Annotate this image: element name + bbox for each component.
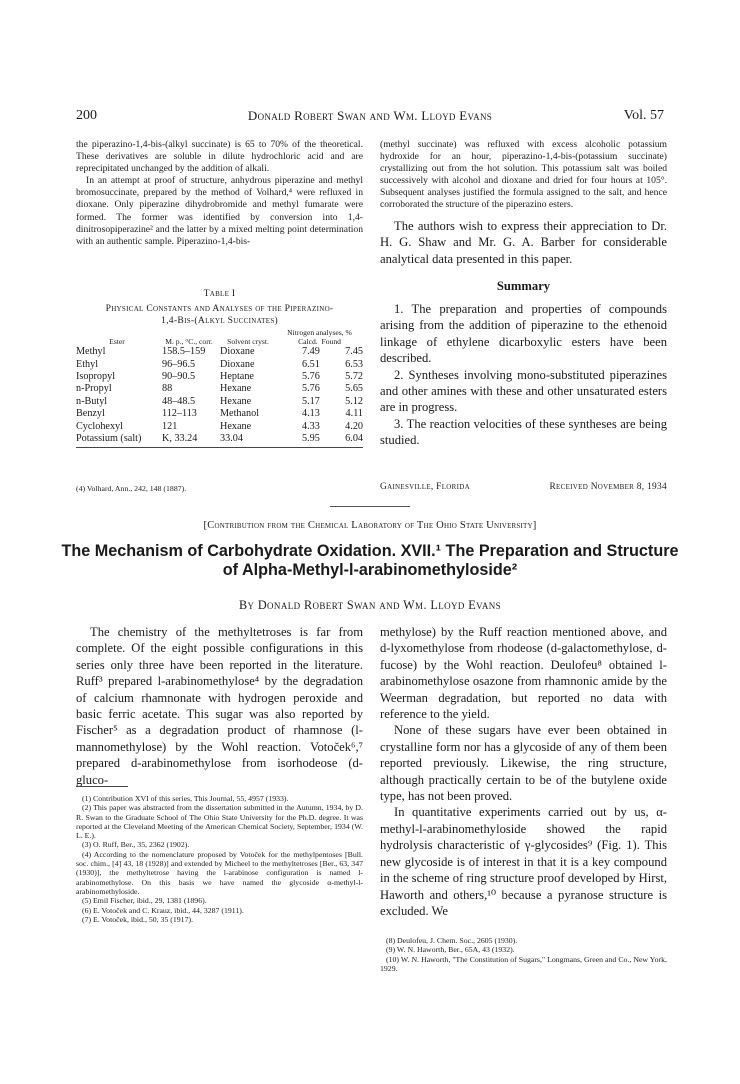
running-title: Donald Robert Swan and Wm. Lloyd Evans xyxy=(247,108,493,123)
table-cell-ester: n-Propyl xyxy=(76,383,112,395)
footnote: (3) O. Ruff, Ber., 35, 2362 (1902). xyxy=(82,840,190,850)
table-cell-ester: n-Butyl xyxy=(76,395,108,407)
table-cell-mp: 158.5–159 xyxy=(162,346,206,358)
table-cell-solvent: Hexane xyxy=(220,383,252,395)
table-cell-found: 5.12 xyxy=(345,395,363,407)
table-i xyxy=(76,288,363,448)
table-cell-ester: Methyl xyxy=(76,346,106,358)
article-divider xyxy=(330,506,410,507)
article-title: The Mechanism of Carbohydrate Oxidation. XVII.¹ The Preparation and Structure of Alpha-Methyl-l-arabinomethyloside² xyxy=(61,542,679,579)
article-left-text xyxy=(76,624,363,788)
constants-table xyxy=(76,329,363,445)
volume-label: Vol. 57 xyxy=(623,108,664,123)
footnote: (6) E. Votoček and C. Krauz, ibid., 44, 3287 (1911). xyxy=(82,905,244,915)
table-cell-solvent: Hexane xyxy=(220,395,252,407)
prev-article-right-text xyxy=(380,139,667,212)
footnote: (8) Deulofeu, J. Chem. Soc., 2605 (1930). xyxy=(386,936,518,945)
footnote-rule-left xyxy=(76,786,128,787)
table-row xyxy=(76,346,363,358)
footnote: (9) W. N. Haworth, Ber., 65A, 43 (1932). xyxy=(386,945,515,955)
paragraph: The chemistry of the methyltetroses is far from complete. Of the eight possible configurations in this series only three have been reported in the literature. Ruff³ prepared l-arabinomethylose⁴ by the degradation of calcium rhamnonate with hydrogen peroxide and basic ferric acetate. This sugar was also reported by Fischer⁵ as a degradation product of rhamnose (l-mannomethylose) by the Wohl reaction. Votoček⁶,⁷ prepared d-arabinomethylose from isorhodeose (d-gluco- xyxy=(76,625,363,787)
table-cell-mp: 121 xyxy=(162,420,178,432)
table-row xyxy=(76,359,363,371)
paragraph: methylose) by the Ruff reaction mentioned above, and d-lyxomethylose from rhodeose (d-galactomethylose, d-fucose) by the Wohl reaction. Deulofeu⁸ obtained l-arabinomethylose osazone from rhamnonic amide by the Weerman degradation, but reported no data with reference to the yield. xyxy=(380,625,667,722)
table-label: Table I xyxy=(203,288,236,299)
summary-item: 2. Syntheses involving mono-substituted piperazines and other amines with these and other unsaturated esters are in progress. xyxy=(380,367,667,415)
table-cell-calcd: 5.95 xyxy=(302,433,320,445)
table-cell-mp: K, 33.24 xyxy=(162,433,198,445)
paragraph: In an attempt at proof of structure, anhydrous piperazine and methyl bromosuccinate, prepared by the method of Volhard,⁴ were refluxed in dioxane. Only piperazine dihydrobromide and methyl fumarate were formed. The former was identified by conversion into 1,4-dinitrosopiperazine² and the latter by a mixed melting point determination with an authentic sample. Piperazino-1,4-bis- xyxy=(76,175,363,247)
table-cell-found: 6.04 xyxy=(345,433,363,445)
paragraph: (methyl succinate) was refluxed with excess alcoholic potassium hydroxide for an hour, piperazino-1,4-bis-(potassium succinate) crystallizing out from the hot solution. This potassium salt was boiled successively with alcohol and dioxane and dried for four hours at 105°. Subsequent analyses justified the formula assigned to the salt, and hence corroborated the structure of the piperazino esters. xyxy=(380,139,667,211)
location: Gainesville, Florida xyxy=(380,482,470,492)
paragraph: the piperazino-1,4-bis-(alkyl succinate) is 65 to 70% of the theoretical. These derivatives are soluble in dilute hydrochloric acid and are reprecipitated unchanged by the addition of alkali. xyxy=(76,139,363,175)
footnotes-left xyxy=(76,794,363,924)
table-cell-ester: Ethyl xyxy=(76,358,99,370)
table-cell-ester: Benzyl xyxy=(76,408,105,420)
table-row xyxy=(76,433,363,445)
summary-heading: Summary xyxy=(496,279,551,293)
table-row xyxy=(76,408,363,420)
table-cell-calcd: 4.33 xyxy=(302,420,320,432)
header-mp: M. p., °C., corr. xyxy=(165,336,213,346)
header-nitrogen: Nitrogen analyses, % Calcd. Found xyxy=(287,328,352,346)
table-cell-mp: 48–48.5 xyxy=(162,395,196,407)
acknowledgment: The authors wish to express their appreciation to Dr. H. G. Shaw and Mr. G. A. Barber for considerable analytical data presented in this paper. xyxy=(380,219,667,266)
table-cell-ester: Cyclohexyl xyxy=(76,420,123,432)
summary-item: 3. The reaction velocities of these syntheses are being studied. xyxy=(380,416,667,448)
footnote: (4) According to the nomenclature proposed by Votoček for the methylpentoses [Bull. soc. chim., [4] 43, 18 (1928)] and extended by Micheel to the methyltetroses [Ber., 63, 347 (1930)], the methyltetrose having the l-arabinose configuration is named l-arabinomethylose. On this basis we have named the glycoside α-methyl-l-arabinomethyloside. xyxy=(76,849,363,896)
author-byline: By Donald Robert Swan and Wm. Lloyd Evans xyxy=(238,598,502,612)
header-ester: Ester xyxy=(109,336,125,346)
summary-item: 1. The preparation and properties of compounds arising from the addition of piperazine to the ethenoid linkage of ethylene dicarboxylic esters have been described. xyxy=(380,302,667,366)
table-cell-calcd: 5.76 xyxy=(302,383,320,395)
contribution-line: [Contribution from the Chemical Laboratory of The Ohio State University] xyxy=(203,520,537,531)
table-cell-mp: 96–96.5 xyxy=(162,358,196,370)
prev-footnote: (4) Volhard, Ann., 242, 148 (1887). xyxy=(76,484,187,493)
table-cell-solvent: Hexane xyxy=(220,420,252,432)
prev-article-left-text xyxy=(76,139,363,248)
footnotes-right xyxy=(380,936,667,973)
table-row xyxy=(76,421,363,433)
table-cell-ester: Potassium (salt) xyxy=(76,433,142,445)
table-cell-found: 7.45 xyxy=(345,346,363,358)
table-cell-found: 5.72 xyxy=(345,371,363,382)
table-cell-solvent: Dioxane xyxy=(220,358,255,370)
table-header-row xyxy=(76,329,363,346)
table-cell-mp: 112–113 xyxy=(162,408,197,420)
summary-list xyxy=(380,301,667,449)
footnote: (7) E. Votoček, ibid., 50, 35 (1917). xyxy=(82,914,194,924)
table-cell-solvent: Dioxane xyxy=(220,346,255,358)
table-cell-solvent: Heptane xyxy=(220,371,254,382)
footnote: (5) Emil Fischer, ibid., 29, 1381 (1896). xyxy=(82,896,207,906)
table-cell-calcd: 6.51 xyxy=(302,358,320,370)
table-cell-mp: 90–90.5 xyxy=(162,371,196,382)
table-caption: Physical Constants and Analyses of the Piperazino- 1,4-Bis-(Alkyl Succinates) xyxy=(105,303,334,326)
table-cell-found: 4.11 xyxy=(345,408,363,420)
header-solvent: Solvent cryst. xyxy=(227,336,269,346)
table-cell-solvent: 33.04 xyxy=(220,433,243,445)
footnote: (2) This paper was abstracted from the dissertation submitted in the Autumn, 1934, by D. R. Swan to the Graduate School of The Ohio State University for the Ph.D. degree. It was reported at the Cleveland Meeting of the American Chemical Society, September, 1934 (W. L. E.). xyxy=(76,803,363,841)
table-row xyxy=(76,396,363,408)
article-right-text xyxy=(380,624,667,919)
signoff xyxy=(380,482,667,492)
received-date: Received November 8, 1934 xyxy=(549,482,667,492)
table-cell-calcd: 4.13 xyxy=(302,408,320,420)
page-number: 200 xyxy=(76,108,97,123)
table-row xyxy=(76,371,363,383)
paragraph: None of these sugars have ever been obtained in crystalline form nor has a glycoside of any of them been reported previously. Likewise, the ring structure, although practically certain to be of the butylene oxide type, has not been proved. xyxy=(380,723,667,804)
table-cell-calcd: 5.17 xyxy=(302,395,320,407)
table-rule xyxy=(76,447,363,448)
table-cell-calcd: 5.76 xyxy=(302,371,320,382)
table-cell-solvent: Methanol xyxy=(220,408,260,420)
table-cell-found: 4.20 xyxy=(345,420,363,432)
table-cell-found: 5.65 xyxy=(345,383,363,395)
table-cell-mp: 88 xyxy=(162,383,173,395)
table-cell-ester: Isopropyl xyxy=(76,371,116,382)
footnote: (1) Contribution XVI of this series, This Journal, 55, 4957 (1933). xyxy=(82,794,289,803)
paragraph: In quantitative experiments carried out by us, α-methyl-l-arabinomethyloside showed the rapid hydrolysis characteristic of γ-glycosides⁹ (Fig. 1). This new glycoside is of interest in that it is a key compound in the scheme of ring structure proof developed by Hirst, Haworth and others,¹⁰ because a pyranose structure is excluded. We xyxy=(380,805,667,918)
table-cell-found: 6.53 xyxy=(345,358,363,370)
table-cell-calcd: 7.49 xyxy=(302,346,320,358)
table-row xyxy=(76,383,363,395)
footnote: (10) W. N. Haworth, "The Constitution of Sugars," Longmans, Green and Co., New York, 1929. xyxy=(380,954,667,973)
